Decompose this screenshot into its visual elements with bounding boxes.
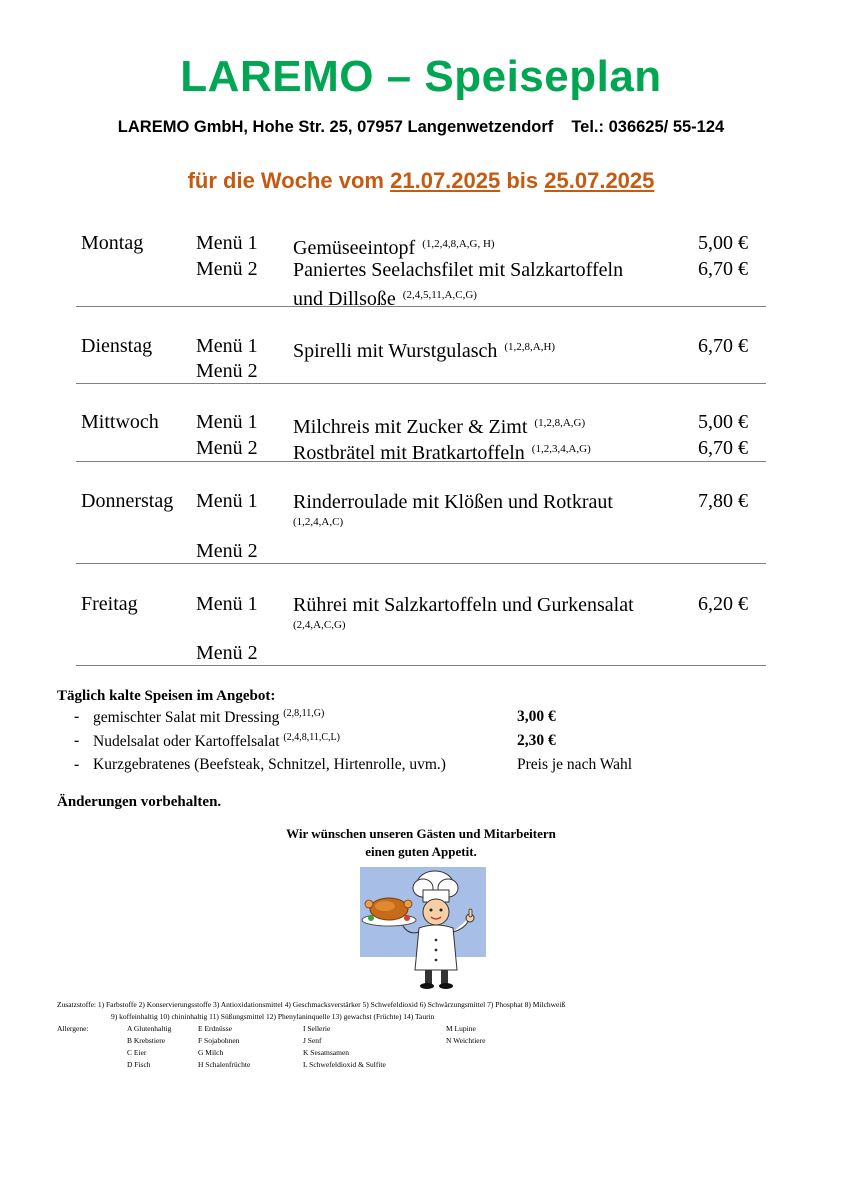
dish [293,490,678,529]
day-name: Freitag [81,593,138,615]
changes-notice: Änderungen vorbehalten. [57,794,222,810]
day-block-montag [76,226,766,310]
day-block-freitag [76,564,766,666]
menu-row [76,360,766,386]
allergen-item: G Milch [198,1048,224,1057]
weekly-menu-table [76,226,766,666]
price: 5,00 € [698,411,748,433]
bullet: - [74,708,80,725]
price: 6,70 € [698,258,748,280]
company-address-line [0,118,842,137]
item-name: Kurzgebratenes (Beefsteak, Schnitzel, Hirtenrolle, uvm.) [93,756,446,773]
dish-name-cont: und Dillsoße [293,288,396,310]
menu-label: Menü 1 [196,411,258,433]
price: 7,80 € [698,490,748,512]
menu-row [76,593,766,638]
allergen-item: M Lupine [446,1024,476,1033]
allergen-codes: (1,2,3,4,A,G) [531,443,591,455]
allergen-codes: (1,2,8,A,H) [504,341,556,353]
page-title: LAREMO – Speiseplan [180,52,662,101]
day-block-donnerstag [76,462,766,564]
menu-row [76,258,766,310]
week-prefix: für die Woche vom [187,168,384,193]
bullet: - [74,756,80,773]
menu-label: Menü 1 [196,490,258,512]
menu-row [76,437,766,463]
day-name: Donnerstag [81,490,174,512]
menu-row [76,411,766,437]
dish [293,593,678,632]
dish-name: Gemüseeintopf [293,237,416,259]
allergen-codes: (2,4,8,11,C,L) [283,732,340,743]
list-item [74,756,674,780]
menu-label: Menü 1 [196,335,258,357]
day-block-mittwoch [76,384,766,462]
day-name: Montag [81,232,144,254]
price: 5,00 € [698,232,748,254]
week-end-date: 25.07.2025 [544,168,655,193]
dish [293,232,678,261]
dish-name: Rinderroulade mit Klößen und Rotkraut [293,491,613,513]
greeting-line-1: Wir wünschen unseren Gästen und Mitarbeitern [286,826,556,841]
menu-row [76,490,766,535]
dish [293,411,678,440]
dish-name: Rührei mit Salzkartoffeln und Gurkensalat [293,594,634,616]
week-middle: bis [506,168,539,193]
allergen-codes: (1,2,4,A,C) [293,516,344,528]
list-item [74,732,674,756]
item-text [93,732,340,751]
day-name: Mittwoch [81,411,159,433]
menu-row [76,540,766,566]
bullet: - [74,732,80,749]
cold-dishes-title: Täglich kalte Speisen im Angebot: [57,688,276,704]
item-name: gemischter Salat mit Dressing [93,709,280,726]
allergen-item: B Krebstiere [127,1036,166,1045]
allergen-codes: (2,4,5,11,A,C,G) [402,289,477,301]
price: 3,00 € [517,708,556,725]
allergen-item: H Schalenfrüchte [198,1060,251,1069]
week-range [0,168,842,194]
price: 6,70 € [698,335,748,357]
allergen-item: C Eier [127,1048,147,1057]
dish-name: Rostbrätel mit Bratkartoffeln [293,442,525,464]
allergen-item: J Senf [303,1036,322,1045]
menu-row [76,642,766,668]
allergen-codes: (2,4,A,C,G) [293,619,346,631]
allergen-item: K Sesamsamen [303,1048,350,1057]
price: 6,20 € [698,593,748,615]
allergen-codes: (1,2,8,A,G) [534,417,586,429]
menu-label: Menü 2 [196,642,258,664]
price: 2,30 € [517,732,556,749]
chef-with-roast-chicken-icon [355,866,495,992]
company-phone: Tel.: 036625/ 55-124 [571,118,725,136]
allergen-item: A Glutenhaltig [127,1024,172,1033]
menu-label: Menü 2 [196,258,258,280]
menu-row [76,335,766,361]
allergen-item: I Sellerie [303,1024,331,1033]
day-block-dienstag [76,307,766,384]
dish [293,258,678,312]
menu-label: Menü 1 [196,232,258,254]
item-text [93,708,324,727]
greeting-line-2: einen guten Appetit. [365,844,477,859]
list-item [74,708,674,732]
allergens-label: Allergene: [57,1024,89,1033]
additives-line-2: 9) koffeinhaltig 10) chininhaltig 11) Süßungsmittel 12) Phenylaninquelle 13) gewachst (Früchte) 14) Taurin [111,1012,435,1021]
item-text [93,756,446,774]
menu-label: Menü 2 [196,540,258,562]
menu-label: Menü 1 [196,593,258,615]
dish-name: Milchreis mit Zucker & Zimt [293,416,528,438]
allergen-item: E Erdnüsse [198,1024,232,1033]
price: Preis je nach Wahl [517,756,633,773]
allergen-item: F Sojabohnen [198,1036,240,1045]
greeting [0,825,842,861]
additives-line-1: Zusatzstoffe: 1) Farbstoffe 2) Konservierungsstoffe 3) Antioxidationsmittel 4) Geschmacksverstärker 5) Schwefeldioxid 6) Schwärzungsmittel 7) Phosphat 8) Milchweiß [57,1000,566,1009]
allergen-item: L Schwefeldioxid & Sulfite [303,1060,386,1069]
allergen-codes: (2,8,11,G) [283,708,325,719]
allergen-item: D Fisch [127,1060,151,1069]
cold-dishes-list [74,708,674,780]
dish-name: Paniertes Seelachsfilet mit Salzkartoffeln [293,259,624,281]
price: 6,70 € [698,437,748,459]
menu-label: Menü 2 [196,437,258,459]
menu-row [76,232,766,258]
day-name: Dienstag [81,335,153,357]
dish-name: Spirelli mit Wurstgulasch [293,340,498,362]
week-start-date: 21.07.2025 [390,168,501,193]
menu-label: Menü 2 [196,360,258,382]
allergen-item: N Weichtiere [446,1036,486,1045]
allergen-codes: (1,2,4,8,A,G, H) [422,238,495,250]
company-address: LAREMO GmbH, Hohe Str. 25, 07957 Langenwetzendorf [117,118,554,136]
item-name: Nudelsalat oder Kartoffelsalat [93,733,280,750]
